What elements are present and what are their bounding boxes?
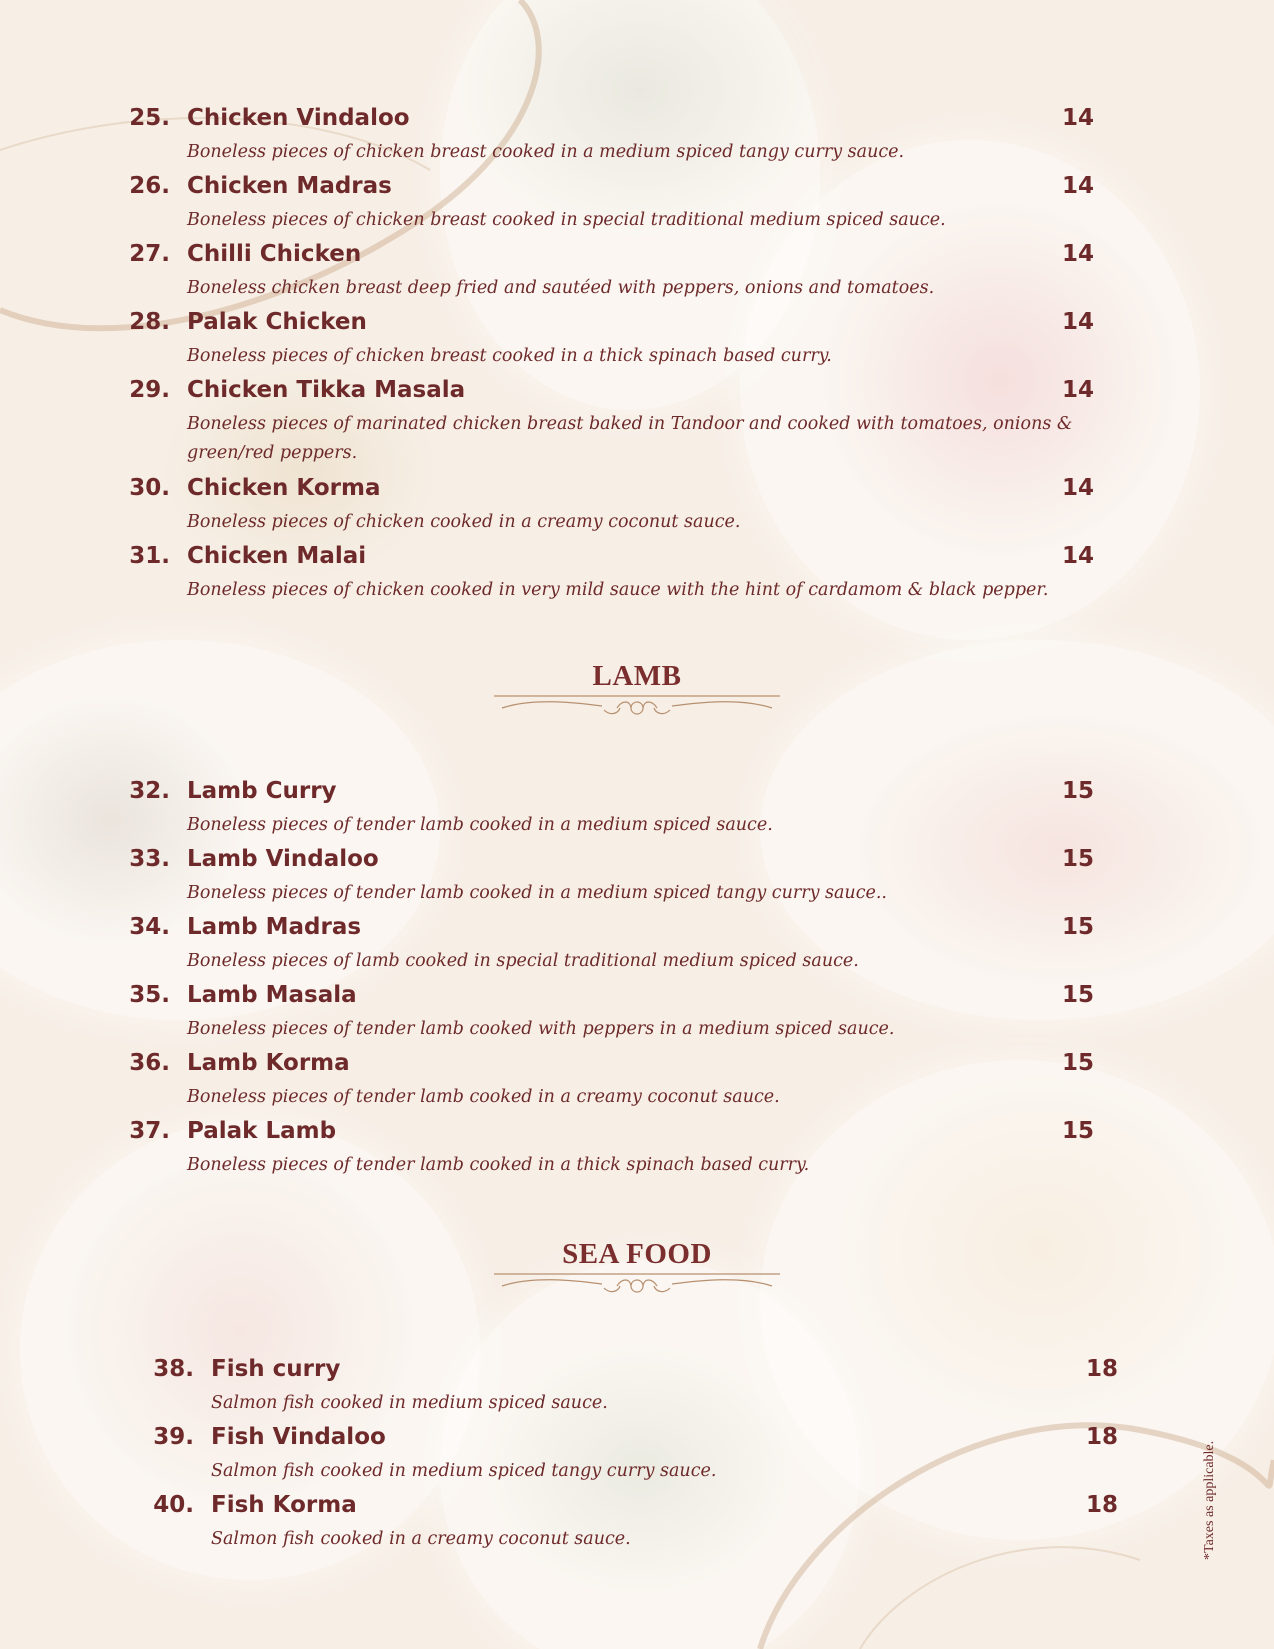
item-description: Boneless chicken breast deep fried and sautéed with peppers, onions and tomatoes. [187,278,935,298]
item-name: Palak Lamb [187,1118,337,1144]
item-name: Chicken Tikka Masala [187,377,466,403]
item-description: Boneless pieces of chicken breast cooked in a thick spinach based curry. [187,346,832,366]
seafood-section-title: SEA FOOD [562,1238,712,1270]
item-description: Salmon fish cooked in medium spiced sauce. [211,1393,608,1413]
item-description: Boneless pieces of chicken cooked in very mild sauce with the hint of cardamom & black pepper. [187,580,1049,600]
item-name: Palak Chicken [187,309,367,335]
item-description-line-2: green/red peppers. [187,443,358,463]
item-number: 31. [129,543,170,569]
item-number: 38. [153,1356,194,1382]
item-description: Salmon fish cooked in medium spiced tangy curry sauce. [211,1461,717,1481]
item-description: Boneless pieces of tender lamb cooked in a medium spiced sauce. [187,815,773,835]
item-description: Boneless pieces of chicken breast cooked in a medium spiced tangy curry sauce. [187,142,905,162]
item-price: 14 [1062,309,1095,335]
item-number: 40. [153,1492,194,1518]
item-description: Boneless pieces of tender lamb cooked in a thick spinach based curry. [187,1155,810,1175]
item-name: Chicken Korma [187,475,381,501]
item-name: Fish Vindaloo [211,1424,386,1450]
item-price: 14 [1062,543,1095,569]
item-number: 39. [153,1424,194,1450]
item-description: Boneless pieces of chicken cooked in a creamy coconut sauce. [187,512,741,532]
item-number: 29. [129,377,170,403]
seafood-ornament-divider [492,1270,782,1300]
item-number: 36. [129,1050,170,1076]
item-description: Boneless pieces of tender lamb cooked in a creamy coconut sauce. [187,1087,780,1107]
item-price: 15 [1062,1118,1095,1144]
item-number: 33. [129,846,170,872]
item-price: 15 [1062,982,1095,1008]
item-price: 15 [1062,1050,1095,1076]
item-price: 15 [1062,846,1095,872]
item-price: 18 [1086,1356,1119,1382]
item-price: 14 [1062,475,1095,501]
item-description: Boneless pieces of tender lamb cooked in a medium spiced tangy curry sauce.. [187,883,887,903]
item-price: 18 [1086,1424,1119,1450]
item-number: 28. [129,309,170,335]
item-name: Chilli Chicken [187,241,362,267]
item-name: Lamb Korma [187,1050,350,1076]
item-number: 26. [129,173,170,199]
item-name: Fish curry [211,1356,341,1382]
item-number: 37. [129,1118,170,1144]
item-description: Boneless pieces of marinated chicken breast baked in Tandoor and cooked with tomatoes, onions & [187,414,1073,434]
item-name: Fish Korma [211,1492,357,1518]
item-number: 32. [129,778,170,804]
lamb-section-title: LAMB [592,660,682,692]
item-name: Chicken Vindaloo [187,105,410,131]
item-description: Boneless pieces of lamb cooked in special traditional medium spiced sauce. [187,951,859,971]
item-description: Boneless pieces of tender lamb cooked with peppers in a medium spiced sauce. [187,1019,895,1039]
item-number: 35. [129,982,170,1008]
item-name: Lamb Curry [187,778,337,804]
item-number: 30. [129,475,170,501]
item-price: 15 [1062,914,1095,940]
item-number: 34. [129,914,170,940]
lamb-ornament-divider [492,692,782,722]
item-number: 25. [129,105,170,131]
item-price: 14 [1062,173,1095,199]
item-name: Chicken Madras [187,173,392,199]
item-name: Lamb Madras [187,914,362,940]
item-number: 27. [129,241,170,267]
item-description: Salmon fish cooked in a creamy coconut sauce. [211,1529,631,1549]
item-name: Lamb Masala [187,982,357,1008]
item-price: 14 [1062,377,1095,403]
item-price: 14 [1062,241,1095,267]
tax-note: *Taxes as applicable. [1202,1440,1217,1560]
item-name: Chicken Malai [187,543,367,569]
item-price: 14 [1062,105,1095,131]
item-description: Boneless pieces of chicken breast cooked in special traditional medium spiced sauce. [187,210,946,230]
item-name: Lamb Vindaloo [187,846,379,872]
item-price: 15 [1062,778,1095,804]
item-price: 18 [1086,1492,1119,1518]
